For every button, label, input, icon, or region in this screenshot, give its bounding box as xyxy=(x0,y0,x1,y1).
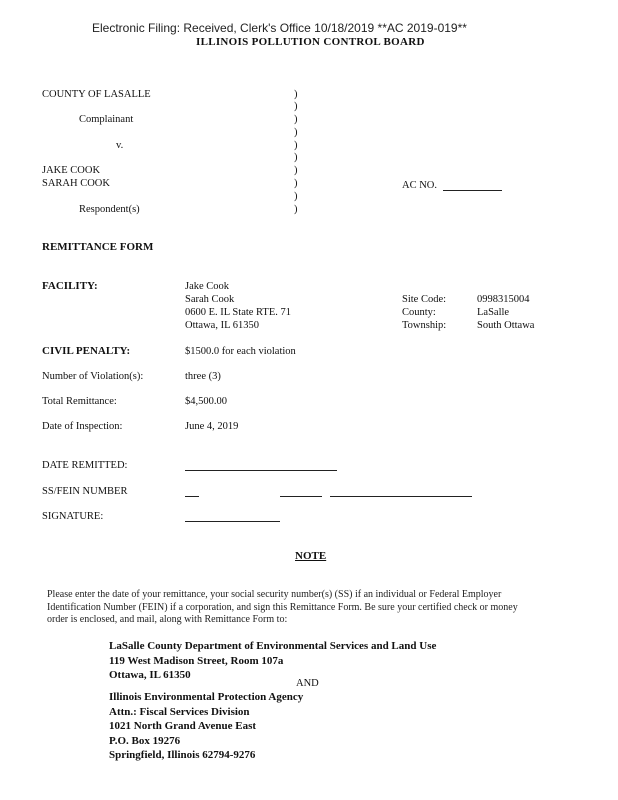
violations-label: Number of Violation(s): xyxy=(42,371,144,382)
date-remitted-label: DATE REMITTED: xyxy=(42,460,128,471)
respondent-role: Respondent(s) xyxy=(79,204,140,215)
state-address-line-4: P.O. Box 19276 xyxy=(109,734,181,747)
complainant-party: COUNTY OF LASALLE xyxy=(42,89,151,100)
case-number-label: AC NO. xyxy=(402,180,438,191)
note-title: NOTE xyxy=(295,550,327,562)
ss-number-field-2[interactable] xyxy=(280,496,322,497)
ss-fein-label: SS/FEIN NUMBER xyxy=(42,486,128,497)
site-code-label: Site Code: xyxy=(402,294,447,305)
note-line-3: order is enclosed, and mail, along with Remittance Form to: xyxy=(47,614,288,625)
and-separator: AND xyxy=(296,678,319,689)
state-address-line-1: Illinois Environmental Protection Agency xyxy=(109,691,304,703)
county-address-line-1: LaSalle County Department of Environmental Services and Land Use xyxy=(109,640,437,652)
date-remitted-field[interactable] xyxy=(185,470,337,471)
case-number-blank[interactable] xyxy=(443,190,502,191)
state-address-line-5: Springfield, Illinois 62794-9276 xyxy=(109,749,256,761)
inspection-date-value: June 4, 2019 xyxy=(185,421,239,432)
form-title: REMITTANCE FORM xyxy=(42,241,154,253)
civil-penalty-label: CIVIL PENALTY: xyxy=(42,345,131,357)
total-remittance-label: Total Remittance: xyxy=(42,396,117,407)
state-address-line-3: 1021 North Grand Avenue East xyxy=(109,720,257,732)
violations-value: three (3) xyxy=(185,371,221,382)
ss-number-field-1[interactable] xyxy=(185,496,199,497)
signature-label: SIGNATURE: xyxy=(42,511,104,522)
civil-penalty-value: $1500.0 for each violation xyxy=(185,346,296,357)
fein-number-field[interactable] xyxy=(330,496,472,497)
total-remittance-value: $4,500.00 xyxy=(185,396,227,407)
versus-label: v. xyxy=(116,140,124,151)
inspection-date-label: Date of Inspection: xyxy=(42,421,123,432)
note-line-1: Please enter the date of your remittance, your social security number(s) (SS) if an individual or Federal Employer xyxy=(47,589,502,600)
facility-name-2: Sarah Cook xyxy=(185,294,235,305)
county-address xyxy=(109,639,436,683)
respondent-name-2: SARAH COOK xyxy=(42,178,110,189)
state-address xyxy=(109,690,303,763)
township-value: South Ottawa xyxy=(477,320,535,331)
signature-field[interactable] xyxy=(185,521,280,522)
filing-stamp: Electronic Filing: Received, Clerk's Office 10/18/2019 **AC 2019-019** xyxy=(92,21,467,35)
facility-label: FACILITY: xyxy=(42,280,98,292)
county-address-line-3: Ottawa, IL 61350 xyxy=(109,669,191,681)
facility-street: 0600 E. IL State RTE. 71 xyxy=(185,307,292,318)
complainant-role: Complainant xyxy=(79,114,134,125)
county-label: County: xyxy=(402,307,436,318)
site-code-value: 0998315004 xyxy=(477,294,530,305)
note-line-2: Identification Number (FEIN) if a corporation, and sign this Remittance Form. Be sure your certified check or money xyxy=(47,601,518,613)
facility-city: Ottawa, IL 61350 xyxy=(185,320,259,331)
county-address-line-2: 119 West Madison Street, Room 107a xyxy=(109,654,284,667)
facility-name-1: Jake Cook xyxy=(185,281,230,292)
note-paragraph xyxy=(47,589,518,627)
county-value: LaSalle xyxy=(477,307,510,318)
state-address-line-2: Attn.: Fiscal Services Division xyxy=(109,705,250,718)
township-label: Township: xyxy=(402,320,447,331)
board-title: ILLINOIS POLLUTION CONTROL BOARD xyxy=(196,36,425,48)
respondent-name-1: JAKE COOK xyxy=(42,165,101,176)
